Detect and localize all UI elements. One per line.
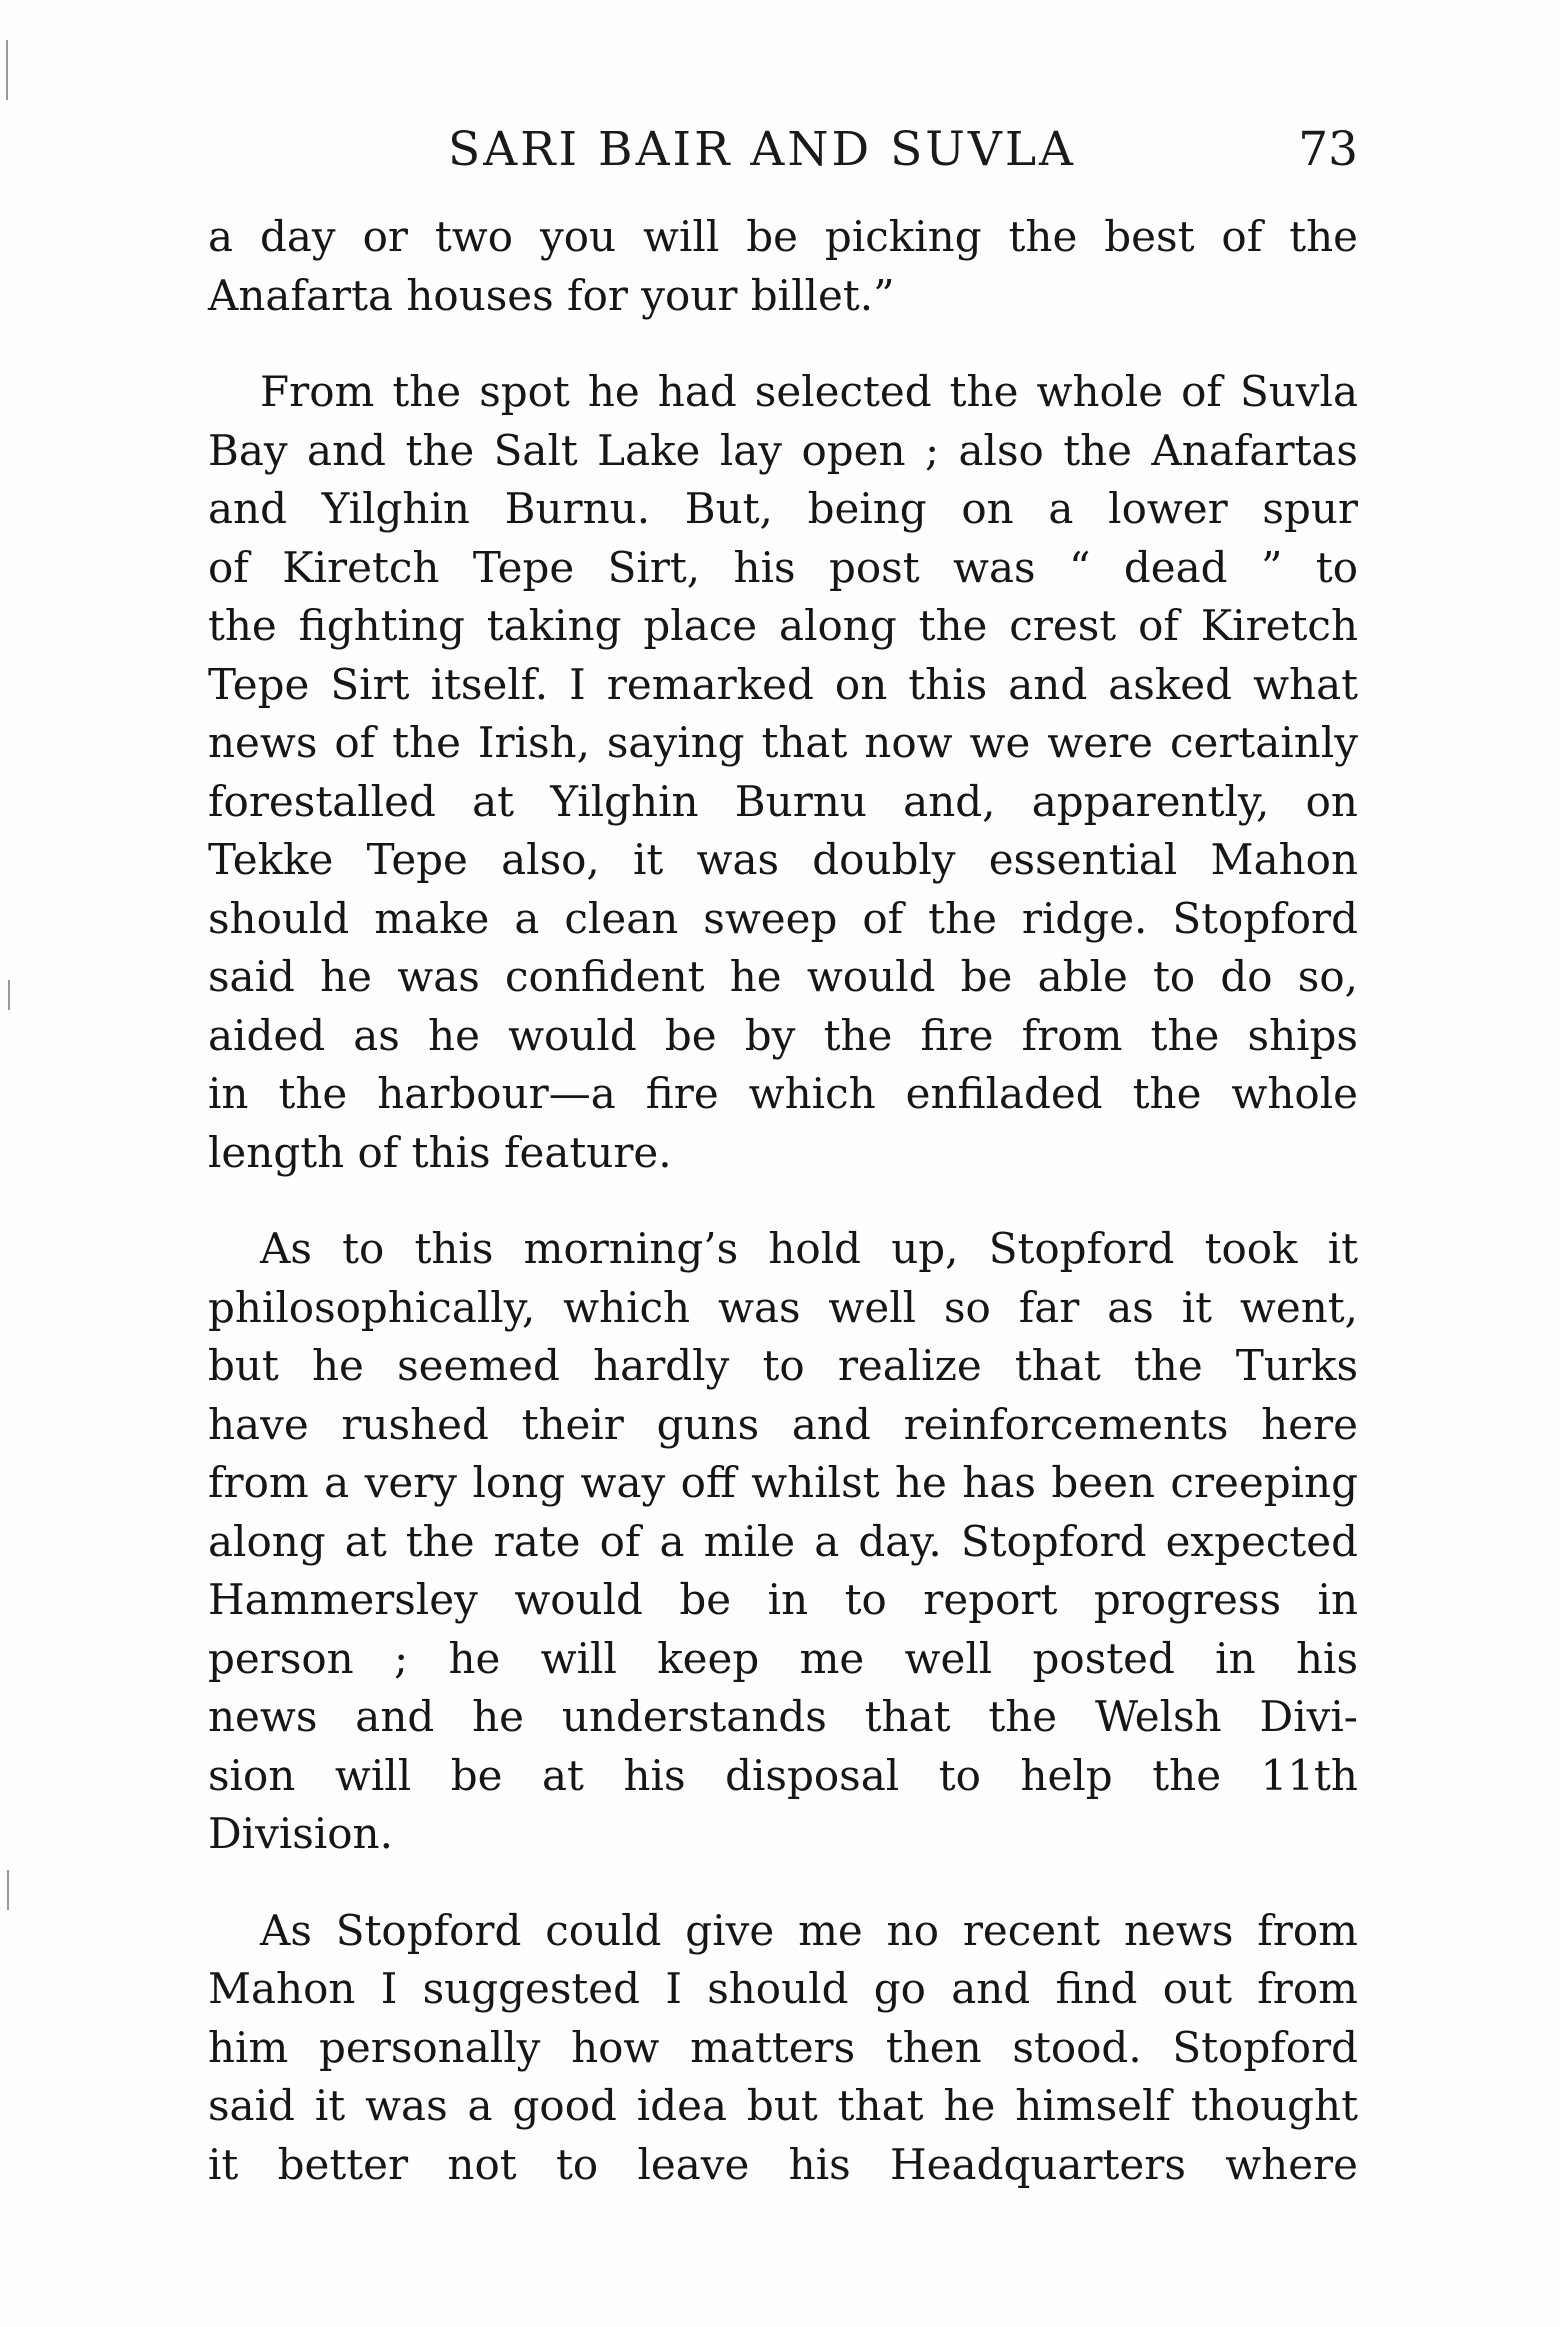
text-line: length of this feature. bbox=[208, 1127, 672, 1177]
text-line: the fighting taking place along the crest of Kiretch bbox=[208, 601, 1358, 650]
text-line: Division. bbox=[208, 1809, 393, 1858]
text-line: in the harbour—a fire which enfiladed the whole bbox=[208, 1069, 1358, 1118]
text-line: news and he understands that the Welsh Divi- bbox=[208, 1692, 1358, 1741]
margin-scan-mark bbox=[6, 40, 8, 100]
page-number: 73 bbox=[1298, 122, 1358, 177]
text-line: aided as he would be by the fire from the ships bbox=[208, 1010, 1358, 1060]
running-head bbox=[208, 122, 1368, 192]
paragraph bbox=[208, 363, 1358, 1182]
text-line: a day or two you will be picking the best of the bbox=[208, 212, 1358, 261]
text-line: should make a clean sweep of the ridge. Stopford bbox=[208, 893, 1358, 943]
text-line: sion will be at his disposal to help the 11th bbox=[208, 1750, 1358, 1800]
text-line: Hammersley would be in to report progress in bbox=[208, 1575, 1358, 1624]
text-line: Anafarta houses for your billet.” bbox=[208, 270, 895, 320]
text-line: of Kiretch Tepe Sirt, his post was “ dead ” to bbox=[208, 542, 1358, 592]
text-line: it better not to leave his Headquarters where bbox=[208, 2139, 1358, 2189]
text-line: but he seemed hardly to realize that the Turks bbox=[208, 1341, 1358, 1390]
text-line: have rushed their guns and reinforcements here bbox=[208, 1399, 1358, 1449]
paragraph bbox=[208, 208, 1358, 325]
text-line: Tepe Sirt itself. I remarked on this and asked what bbox=[208, 659, 1358, 709]
text-line: From the spot he had selected the whole of Suvla bbox=[260, 367, 1358, 416]
text-line: from a very long way off whilst he has been creeping bbox=[208, 1458, 1358, 1507]
margin-scan-mark bbox=[8, 980, 10, 1010]
text-line: philosophically, which was well so far as it went, bbox=[208, 1282, 1358, 1332]
body-text bbox=[208, 208, 1358, 2232]
text-line: news of the Irish, saying that now we were certainly bbox=[208, 718, 1358, 767]
paragraph bbox=[208, 1902, 1358, 2195]
paragraph bbox=[208, 1220, 1358, 1864]
text-line: Bay and the Salt Lake lay open ; also the Anafartas bbox=[208, 425, 1358, 475]
text-line: and Yilghin Burnu. But, being on a lower spur bbox=[208, 484, 1358, 533]
text-line: As to this morning’s hold up, Stopford took it bbox=[260, 1224, 1358, 1273]
text-line: Tekke Tepe also, it was doubly essential Mahon bbox=[208, 835, 1358, 884]
text-line: said it was a good idea but that he himself thought bbox=[208, 2081, 1358, 2130]
running-title: SARI BAIR AND SUVLA bbox=[448, 122, 1076, 177]
margin-scan-mark bbox=[7, 1870, 9, 1910]
text-line: person ; he will keep me well posted in his bbox=[208, 1633, 1358, 1683]
text-line: along at the rate of a mile a day. Stopford expected bbox=[208, 1516, 1358, 1566]
text-line: forestalled at Yilghin Burnu and, apparently, on bbox=[208, 776, 1358, 826]
text-line: said he was confident he would be able to do so, bbox=[208, 952, 1358, 1001]
text-line: Mahon I suggested I should go and find out from bbox=[208, 1964, 1358, 2013]
text-line: him personally how matters then stood. Stopford bbox=[208, 2022, 1358, 2072]
text-line: As Stopford could give me no recent news from bbox=[260, 1905, 1358, 1955]
